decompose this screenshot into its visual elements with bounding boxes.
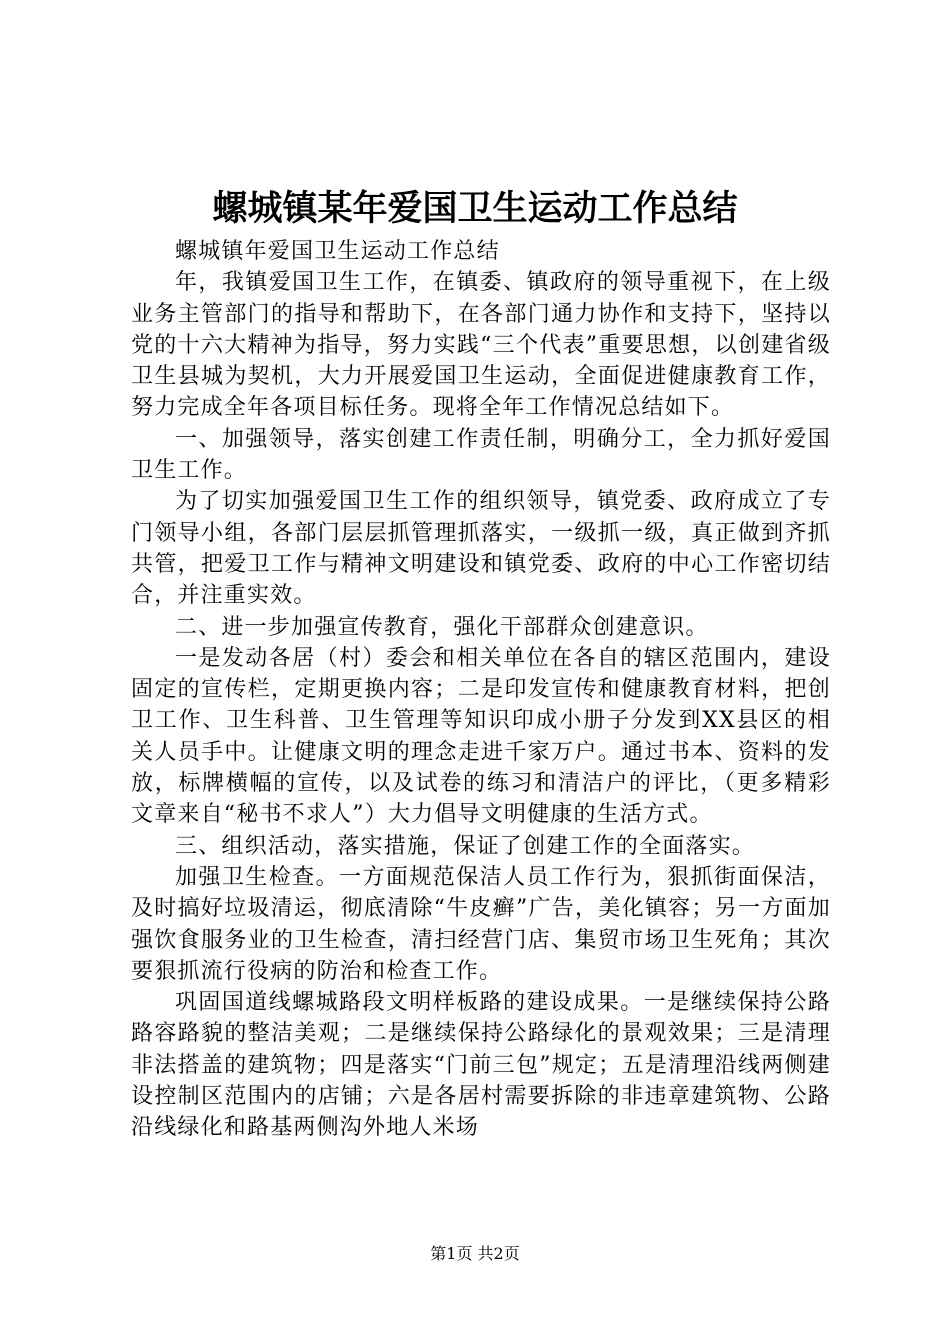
paragraph-section-1: 为了切实加强爱国卫生工作的组织领导，镇党委、政府成立了专门领导小组，各部门层层抓管理抓落实，一级抓一级，真正做到齐抓共管，把爱卫工作与精神文明建设和镇党委、政府的中心工作密切结合，并注重实效。 (131, 489, 831, 609)
document-body (131, 236, 831, 1144)
section-heading-1: 一、加强领导，落实创建工作责任制，明确分工，全力抓好爱国卫生工作。 (131, 426, 831, 484)
section-heading-2: 二、进一步加强宣传教育，强化干部群众创建意识。 (175, 614, 709, 640)
paragraph-section-2: 一是发动各居（村）委会和相关单位在各自的辖区范围内，建设固定的宣传栏，定期更换内容；二是印发宣传和健康教育材料，把创卫工作、卫生科普、卫生管理等知识印成小册子分发到XX县区的相关人员手中。让健康文明的理念走进千家万户。通过书本、资料的发放，标牌横幅的宣传，以及试卷的练习和清洁户的评比，（更多精彩文章来自“秘书不求人”）大力倡导文明健康的生活方式。 (131, 645, 831, 828)
page-footer: 第1页 共2页 (430, 1244, 520, 1263)
section-heading-3: 三、组织活动，落实措施，保证了创建工作的全面落实。 (175, 833, 756, 859)
paragraph-intro: 年，我镇爱国卫生工作，在镇委、镇政府的领导重视下，在上级业务主管部门的指导和帮助下，在各部门通力协作和支持下，坚持以党的十六大精神为指导，努力实践“三个代表”重要思想，以创建省级卫生县城为契机，大力开展爱国卫生运动，全面促进健康教育工作，努力完成全年各项目标任务。现将全年工作情况总结如下。 (131, 270, 831, 421)
paragraph-subtitle: 螺城镇年爱国卫生运动工作总结 (175, 239, 500, 264)
paragraph-section-3a: 加强卫生检查。一方面规范保洁人员工作行为，狠抓街面保洁，及时搞好垃圾清运，彻底清除“牛皮癣”广告，美化镇容；另一方面加强饮食服务业的卫生检查，清扫经营门店、集贸市场卫生死角；其次要狠抓流行役病的防治和检查工作。 (131, 864, 831, 984)
document-title: 螺城镇某年爱国卫生运动工作总结 (212, 188, 738, 229)
paragraph-section-3b: 巩固国道线螺城路段文明样板路的建设成果。一是继续保持公路路容路貌的整洁美观；二是继续保持公路绿化的景观效果；三是清理非法搭盖的建筑物；四是落实“门前三包”规定；五是清理沿线两侧建设控制区范围内的店铺；六是各居村需要拆除的非违章建筑物、公路沿线绿化和路基两侧沟外地人米场 (131, 990, 831, 1141)
